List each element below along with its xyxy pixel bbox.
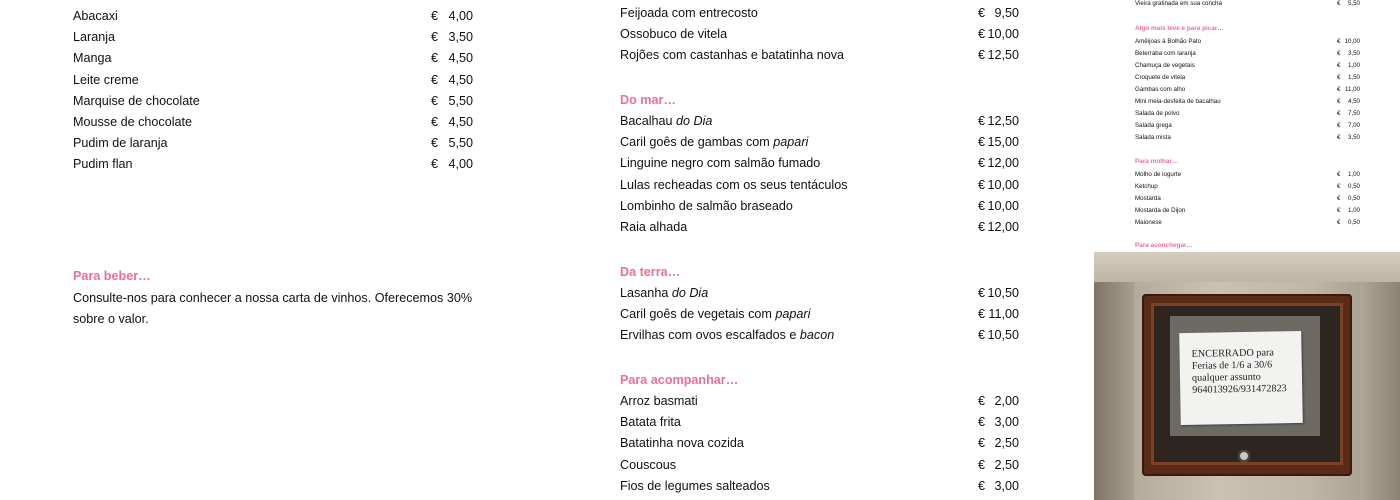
menu-item (620, 412, 1030, 433)
menu-item (73, 27, 483, 48)
currency-symbol: € (978, 328, 986, 343)
currency-symbol: € (978, 114, 986, 128)
menu-item (73, 70, 483, 91)
section-title-mar: Do mar… (620, 93, 676, 107)
item-name: Beterraba com laranja (1135, 50, 1196, 57)
item-name: Laranja (73, 30, 116, 45)
item-name: Mini meia-desfeita de bacalhau (1135, 98, 1221, 105)
currency-symbol: € (431, 136, 439, 151)
small-menu-item (1135, 169, 1360, 181)
item-name: Bacalhau do Dia (620, 114, 713, 128)
menu-item (620, 476, 1030, 497)
small-menu (1135, 0, 1365, 252)
item-name: Croquete de vitela (1135, 74, 1186, 81)
menu-item (620, 433, 1030, 454)
currency-symbol: € (978, 177, 986, 192)
small-menu-item (1135, 205, 1360, 217)
currency-symbol: € (978, 156, 986, 171)
item-price: 1,00 (1347, 207, 1360, 214)
item-name: Abacaxi (73, 9, 118, 23)
item-name: Rojões com castanhas e batatinha nova (620, 48, 845, 63)
small-menu-item (1135, 72, 1360, 84)
item-name: Ketchup (1135, 183, 1158, 190)
currency-symbol: € (978, 27, 986, 42)
small-section-aconchegar: Para aconchegar… (1135, 242, 1193, 249)
item-name: Mostarda (1135, 195, 1161, 202)
currency-symbol: € (978, 48, 986, 63)
currency-symbol: € (1337, 171, 1341, 178)
menu-item (73, 91, 483, 112)
menu-item (620, 175, 1030, 196)
item-name: Lasanha do Dia (620, 286, 709, 300)
item-price: 9,50 (994, 6, 1019, 20)
small-menu-item (1135, 193, 1360, 205)
menu-item (73, 6, 483, 27)
small-menu-item (1135, 120, 1360, 132)
item-name: Caril goês de vegetais com papari (620, 307, 811, 322)
item-name: Salada grega (1135, 122, 1172, 129)
item-price: 2,50 (994, 436, 1019, 451)
section-title-acompanhar: Para acompanhar… (620, 373, 739, 387)
item-price: 12,00 (987, 156, 1019, 171)
item-name: Maionese (1135, 219, 1162, 226)
menu-item (73, 112, 483, 133)
item-name: Linguine negro com salmão fumado (620, 156, 821, 171)
item-price: 1,00 (1347, 62, 1360, 69)
section-title-beber: Para beber… (73, 269, 151, 283)
item-price: 3,00 (994, 478, 1019, 493)
menu-item (620, 304, 1030, 325)
menu-item (620, 217, 1030, 238)
menu-item (620, 45, 1030, 66)
item-name: Pudim flan (73, 157, 133, 172)
item-name: Ossobuco de vitela (620, 27, 728, 42)
small-menu-item (1135, 217, 1360, 229)
closed-notice: ENCERRADO para Ferias de 1/6 a 30/6 qualquer assunto 964013926/931472823 (1179, 331, 1303, 425)
currency-symbol: € (431, 51, 439, 66)
item-price: 1,50 (1347, 74, 1360, 81)
item-price: 0,50 (1347, 195, 1360, 202)
currency-symbol: € (431, 93, 439, 108)
item-name: Salada de polvo (1135, 110, 1180, 117)
item-price: 4,00 (448, 9, 473, 23)
small-menu-item (1135, 108, 1360, 120)
currency-symbol: € (1337, 110, 1341, 117)
item-price: 3,00 (994, 415, 1019, 430)
menu-item (620, 391, 1030, 412)
currency-symbol: € (978, 478, 986, 493)
currency-symbol: € (1337, 98, 1341, 105)
item-name: Pudim de laranja (73, 136, 168, 151)
item-name: Mostarda de Dijon (1135, 207, 1186, 214)
menu-item (620, 111, 1030, 132)
small-menu-item (1135, 84, 1360, 96)
item-price: 10,00 (987, 27, 1019, 42)
currency-symbol: € (978, 436, 986, 451)
item-price: 10,50 (987, 328, 1019, 343)
item-name: Arroz basmati (620, 394, 698, 408)
item-price: 4,50 (1347, 98, 1360, 105)
item-price: 3,50 (1347, 134, 1360, 141)
item-name: Mousse de chocolate (73, 115, 193, 129)
item-name: Molho de iogurte (1135, 171, 1182, 178)
small-top-item: Vieira gratinada em sua concha € 5,50 (1135, 0, 1360, 7)
item-name: Gambas com alho (1135, 86, 1186, 93)
currency-symbol: € (978, 415, 986, 430)
lock-icon (1238, 450, 1250, 462)
currency-symbol: € (1337, 195, 1341, 202)
menu-item (73, 133, 483, 154)
item-name: Raia alhada (620, 220, 688, 234)
section-title-terra: Da terra… (620, 265, 681, 279)
item-name: Feijoada com entrecosto (620, 6, 758, 20)
item-price: 5,50 (448, 93, 473, 108)
currency-symbol: € (1337, 38, 1341, 45)
item-name: Leite creme (73, 72, 139, 87)
menu-item (620, 153, 1030, 174)
menu-item (73, 48, 483, 69)
item-price: 2,50 (994, 457, 1019, 472)
item-price: 4,50 (448, 72, 473, 87)
currency-symbol: € (978, 307, 986, 322)
currency-symbol: € (978, 286, 986, 300)
currency-symbol: € (1337, 134, 1341, 141)
item-price: 4,00 (448, 157, 473, 172)
currency-symbol: € (431, 115, 439, 129)
item-name: Couscous (620, 457, 677, 472)
item-price: 4,50 (448, 51, 473, 66)
currency-symbol: € (1337, 183, 1341, 190)
menu-item (620, 132, 1030, 153)
small-menu-item (1135, 181, 1360, 193)
small-menu-item (1135, 60, 1360, 72)
item-price: 7,00 (1347, 122, 1360, 129)
item-name: Caril goês de gambas com papari (620, 135, 809, 150)
item-price: 4,50 (448, 115, 473, 129)
small-menu-item (1135, 36, 1360, 48)
menu-item (620, 196, 1030, 217)
item-name: Marquise de chocolate (73, 93, 200, 108)
currency-symbol: € (1337, 50, 1341, 57)
currency-symbol: € (1337, 207, 1341, 214)
currency-symbol: € (1337, 74, 1341, 81)
menu-item (620, 325, 1030, 346)
item-name: Amêijoas à Bolhão Pato (1135, 38, 1202, 45)
small-section-leve: Algo mais leve e para picar… (1135, 25, 1224, 32)
item-name: Batatinha nova cozida (620, 436, 744, 451)
currency-symbol: € (978, 457, 986, 472)
currency-symbol: € (978, 198, 986, 213)
item-price: 12,50 (987, 114, 1019, 128)
currency-symbol: € (1337, 62, 1341, 69)
menu-item (73, 154, 483, 175)
small-menu-item (1135, 132, 1360, 144)
item-price: 10,50 (987, 286, 1019, 300)
item-price: 2,00 (994, 394, 1019, 408)
item-price: 12,50 (987, 48, 1019, 63)
wine-note: Consulte-nos para conhecer a nossa carta de vinhos. Oferecemos 30% sobre o valor. (73, 291, 473, 326)
item-price: 1,00 (1347, 171, 1360, 178)
currency-symbol: € (978, 135, 986, 150)
menu-item (620, 24, 1030, 45)
item-price: 7,50 (1347, 110, 1360, 117)
item-price: 12,00 (987, 220, 1019, 234)
item-price: 15,00 (987, 135, 1019, 150)
currency-symbol: € (978, 394, 986, 408)
closed-sign-photo (1094, 252, 1400, 500)
item-price: 10,00 (987, 177, 1019, 192)
item-name: Lulas recheadas com os seus tentáculos (620, 177, 848, 192)
currency-symbol: € (431, 9, 439, 23)
item-price: 11,00 (988, 307, 1019, 322)
currency-symbol: € (1337, 86, 1341, 93)
menu-item (620, 3, 1030, 24)
item-price: 0,50 (1347, 183, 1360, 190)
item-price: 10,00 (1344, 38, 1360, 45)
item-name: Batata frita (620, 415, 681, 430)
currency-symbol: € (431, 157, 439, 172)
item-price: 3,50 (1347, 50, 1360, 57)
small-menu-item (1135, 48, 1360, 60)
item-name: Salada mista (1135, 134, 1171, 141)
currency-symbol: € (978, 6, 986, 20)
small-section-molhar: Para molhar… (1135, 158, 1179, 165)
small-menu-item (1135, 96, 1360, 108)
currency-symbol: € (431, 30, 439, 45)
currency-symbol: € (431, 72, 439, 87)
currency-symbol: € (978, 220, 986, 234)
item-name: Ervilhas com ovos escalfados e bacon (620, 328, 835, 343)
currency-symbol: € (1337, 219, 1341, 226)
menu-item (620, 283, 1030, 304)
item-price: 0,50 (1347, 219, 1360, 226)
item-price: 5,50 (448, 136, 473, 151)
item-price: 3,50 (448, 30, 473, 45)
currency-symbol: € (1337, 122, 1341, 129)
item-price: 10,00 (987, 198, 1019, 213)
item-name: Fios de legumes salteados (620, 478, 770, 493)
item-name: Chamuça de vegetais (1135, 62, 1195, 69)
item-price: 11,00 (1344, 86, 1360, 93)
menu-item (620, 455, 1030, 476)
item-name: Manga (73, 51, 112, 66)
item-name: Lombinho de salmão braseado (620, 198, 793, 213)
